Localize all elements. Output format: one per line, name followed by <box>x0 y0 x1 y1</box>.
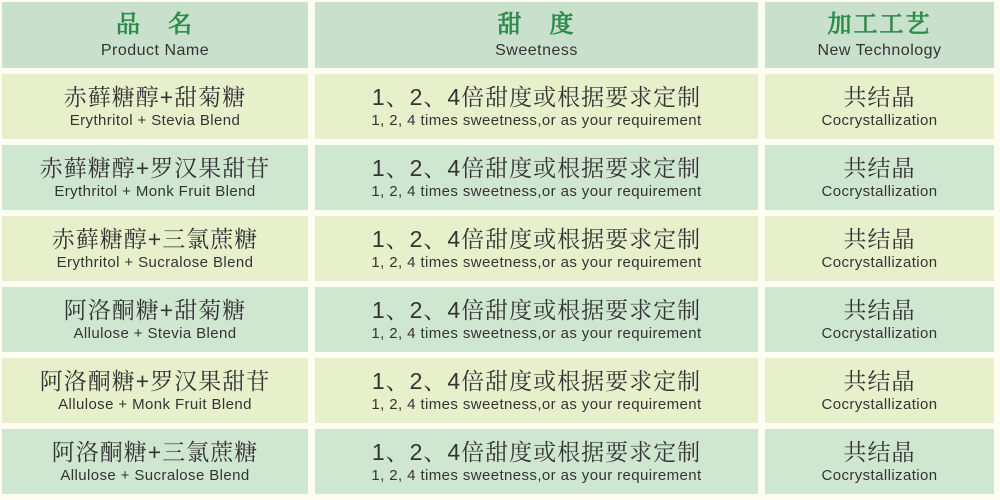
sweetness-en: 1, 2, 4 times sweetness,or as your requirement <box>371 395 702 413</box>
technology-cn: 共结晶 <box>843 83 916 110</box>
technology-cell <box>765 358 994 423</box>
technology-cell <box>765 287 994 352</box>
product-name-cn: 阿洛酮糖+罗汉果甜苷 <box>39 367 271 394</box>
sweetness-cell <box>315 429 758 494</box>
technology-en: Cocrystallization <box>821 253 938 271</box>
technology-cell <box>765 216 994 281</box>
header-product-name-en: Product Name <box>100 41 210 59</box>
header-technology <box>765 2 994 68</box>
sweetness-cell <box>315 216 758 281</box>
technology-en: Cocrystallization <box>821 111 938 129</box>
technology-en: Cocrystallization <box>821 324 938 342</box>
product-cell <box>2 358 308 423</box>
sweetness-en: 1, 2, 4 times sweetness,or as your requirement <box>371 111 702 129</box>
sweetness-cn: 1、2、4倍甜度或根据要求定制 <box>371 225 702 252</box>
sweetness-cell <box>315 74 758 139</box>
sweetness-en: 1, 2, 4 times sweetness,or as your requirement <box>371 466 702 484</box>
product-cell <box>2 216 308 281</box>
product-name-en: Allulose + Stevia Blend <box>73 324 237 342</box>
product-name-cn: 赤藓糖醇+甜菊糖 <box>63 83 247 110</box>
product-name-cn: 赤藓糖醇+三氯蔗糖 <box>51 225 259 252</box>
product-cell <box>2 74 308 139</box>
product-name-cn: 阿洛酮糖+甜菊糖 <box>63 296 247 323</box>
sweetness-cn: 1、2、4倍甜度或根据要求定制 <box>371 438 702 465</box>
header-technology-cn: 加工工艺 <box>827 10 932 38</box>
product-cell <box>2 287 308 352</box>
technology-en: Cocrystallization <box>821 182 938 200</box>
technology-cn: 共结晶 <box>843 154 916 181</box>
product-name-en: Erythritol + Monk Fruit Blend <box>54 182 256 200</box>
technology-cell <box>765 74 994 139</box>
sweetness-en: 1, 2, 4 times sweetness,or as your requirement <box>371 182 702 200</box>
product-name-en: Allulose + Sucralose Blend <box>60 466 250 484</box>
sweetness-cell <box>315 145 758 210</box>
product-name-en: Allulose + Monk Fruit Blend <box>58 395 252 413</box>
header-technology-en: New Technology <box>817 41 942 59</box>
sweetness-cn: 1、2、4倍甜度或根据要求定制 <box>371 367 702 394</box>
sweetness-cell <box>315 358 758 423</box>
technology-cn: 共结晶 <box>843 296 916 323</box>
header-sweetness <box>315 2 758 68</box>
header-sweetness-en: Sweetness <box>495 41 578 59</box>
product-name-cn: 阿洛酮糖+三氯蔗糖 <box>51 438 259 465</box>
header-sweetness-cn: 甜 度 <box>497 10 576 38</box>
technology-cn: 共结晶 <box>843 438 916 465</box>
technology-en: Cocrystallization <box>821 466 938 484</box>
sweetness-en: 1, 2, 4 times sweetness,or as your requirement <box>371 324 702 342</box>
technology-cn: 共结晶 <box>843 367 916 394</box>
technology-cell <box>765 429 994 494</box>
product-name-en: Erythritol + Sucralose Blend <box>56 253 254 271</box>
technology-cell <box>765 145 994 210</box>
sweetness-cn: 1、2、4倍甜度或根据要求定制 <box>371 154 702 181</box>
product-cell <box>2 145 308 210</box>
sweetness-cn: 1、2、4倍甜度或根据要求定制 <box>371 296 702 323</box>
sweetness-cn: 1、2、4倍甜度或根据要求定制 <box>371 83 702 110</box>
header-product-name <box>2 2 308 68</box>
header-product-name-cn: 品 名 <box>116 10 194 38</box>
sweetness-en: 1, 2, 4 times sweetness,or as your requirement <box>371 253 702 271</box>
sweetness-cell <box>315 287 758 352</box>
product-name-cn: 赤藓糖醇+罗汉果甜苷 <box>39 154 271 181</box>
technology-cn: 共结晶 <box>843 225 916 252</box>
technology-en: Cocrystallization <box>821 395 938 413</box>
product-cell <box>2 429 308 494</box>
product-name-en: Erythritol + Stevia Blend <box>69 111 241 129</box>
